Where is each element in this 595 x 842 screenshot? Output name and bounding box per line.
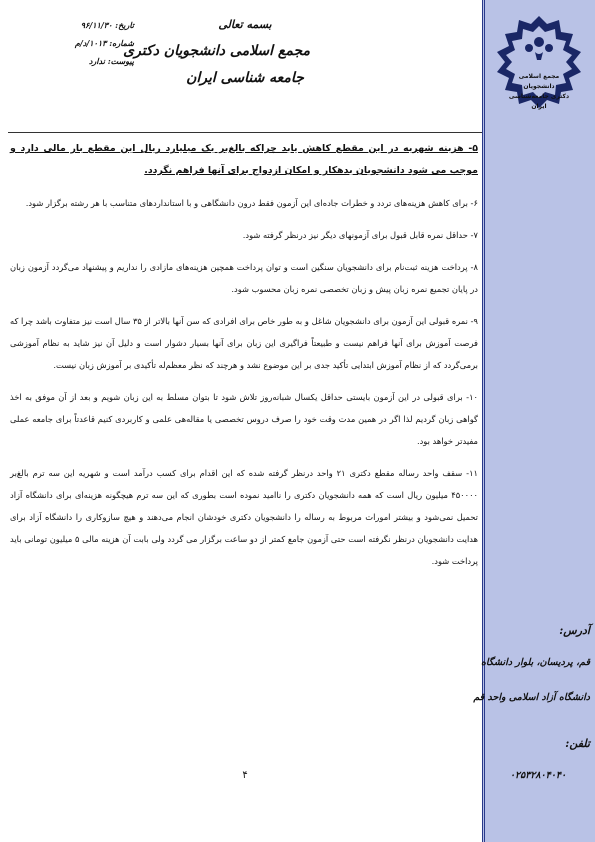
logo-caption-line: دکتری جامعه‌شناسی: [508, 93, 570, 100]
invocation: بسمه تعالی: [218, 18, 272, 31]
address-line: دانشگاه آزاد اسلامی واحد قم: [473, 692, 590, 703]
phone-number: ۰۲۵۳۲۸۰۴۰۴۰: [509, 770, 567, 781]
letter-meta: [14, 16, 134, 70]
paragraph-text: ۵- هزینه شهریه در این مقطع کاهش یابد چراکه بالغ‌بر یک میلیارد ریال این مقطع بار مالی دارد و موجب می شود دانشجویان بدهکار و امکان ازدواج برای آنها فراهم نگردد.: [10, 143, 478, 176]
contact-block: [473, 624, 590, 781]
logo-caption-line: مجمع اسلامی: [518, 73, 560, 80]
address-label: آدرس:: [559, 624, 590, 637]
letterhead: [123, 14, 310, 90]
page-number: ۴: [242, 770, 248, 781]
header-divider: [8, 132, 482, 133]
paragraph-item: ۷- حداقل نمره قابل قبول برای آزمونهای دیگر نیز درنظر گرفته شود.: [242, 230, 478, 240]
letter-body: [10, 138, 478, 582]
paragraph-item: ۶- برای کاهش هزینه‌های تردد و خطرات جاده‌ای این آزمون فقط درون دانشگاهی و با استانداردهای متناسب با هر رشته برگزار شود.: [25, 198, 478, 208]
date-line: تاریخ: ۹۶/۱۱/۳۰: [80, 20, 134, 30]
organization-subtitle: جامعه شناسی ایران: [186, 70, 304, 86]
number-line: شماره: ۱۰۱۳/د/م: [74, 38, 134, 48]
paragraph-item: ۸- پرداخت هزینه ثبت‌نام برای دانشجویان سنگین است و توان پرداخت همچین هزینه‌های مازادی را نداریم و پیشنهاد می‌گردد آزمون زبان در پایان تجمیع نمره زبان پیش و زبان تخصصی نمره زبان محسوب شود.: [10, 262, 478, 294]
logo-caption-line: ایران: [531, 103, 547, 110]
phone-label: تلفن:: [565, 737, 590, 750]
logo-caption: [489, 72, 589, 112]
attachment-line: پیوست: ندارد: [88, 56, 134, 66]
paragraph-item: ۱۰- برای قبولی در این آزمون بایستی حداقل یکسال شبانه‌روز تلاش شود تا بتوان مسلط به این زبان شویم و بعد از آن موفق به اخذ گواهی زبان گردیم لذا اگر در همین مدت وقت خود را صرف دروس تخصصی یا مقاله‌هی علمی و کاربردی کنیم قاعدتاً برای جامعه عملی مفیدتر خواهد بود.: [10, 392, 478, 446]
logo-caption-line: دانشجویان: [523, 83, 555, 90]
address-line: قم، پردیسان، بلوار دانشگاه: [480, 657, 590, 668]
paragraph-item: [10, 138, 478, 182]
paragraph-item: ۱۱- سقف واحد رساله مقطع دکتری ۲۱ واحد درنظر گرفته شده که این اقدام برای کسب درآمد است و شهریه این سه ترم بالغ‌بر ۴۵۰۰۰۰ میلیون ریال است که همه دانشجویان دکتری را ناامید نموده است بطوری که این سه ترم هیچگونه هزینه‌ای برای دانشگاه آزاد تحمیل نمی‌شود و بیشتر امورات مربوط به رساله را دانشجویان دکتری خودشان انجام می‌دهند و هیچ سازوکاری را دانشگاه آزاد برای هدایت دانشجویان درنظر نگرفته است حتی آزمون جامع کمتر از دو ساعت برگزار می گردد ولی بابت آن هزینه مالی ۵ میلیون تومانی باید پرداخت شود.: [10, 468, 478, 566]
organization-name: مجمع اسلامی دانشجویان دکتری: [123, 43, 310, 59]
paragraph-item: ۹- نمره قبولی این آزمون برای دانشجویان شاغل و به طور خاص برای افرادی که سن آنها بالاتر از ۳۵ سال است نیز متفاوت باشد چرا که فرصت آموزش برای آنها فراهم نیست و طبیعتاً فراگیری این زبان برای آنها بسیار دشوار است و دلیل آن نیز شاید به نظام آموزشی برمی‌گردد که از نظام آموزش ابتدایی تأکید جدی بر این موضوع نشد و هرچند که نظر معظم‌له تأکیدی بر آموزش زبان نیست.: [10, 316, 479, 370]
